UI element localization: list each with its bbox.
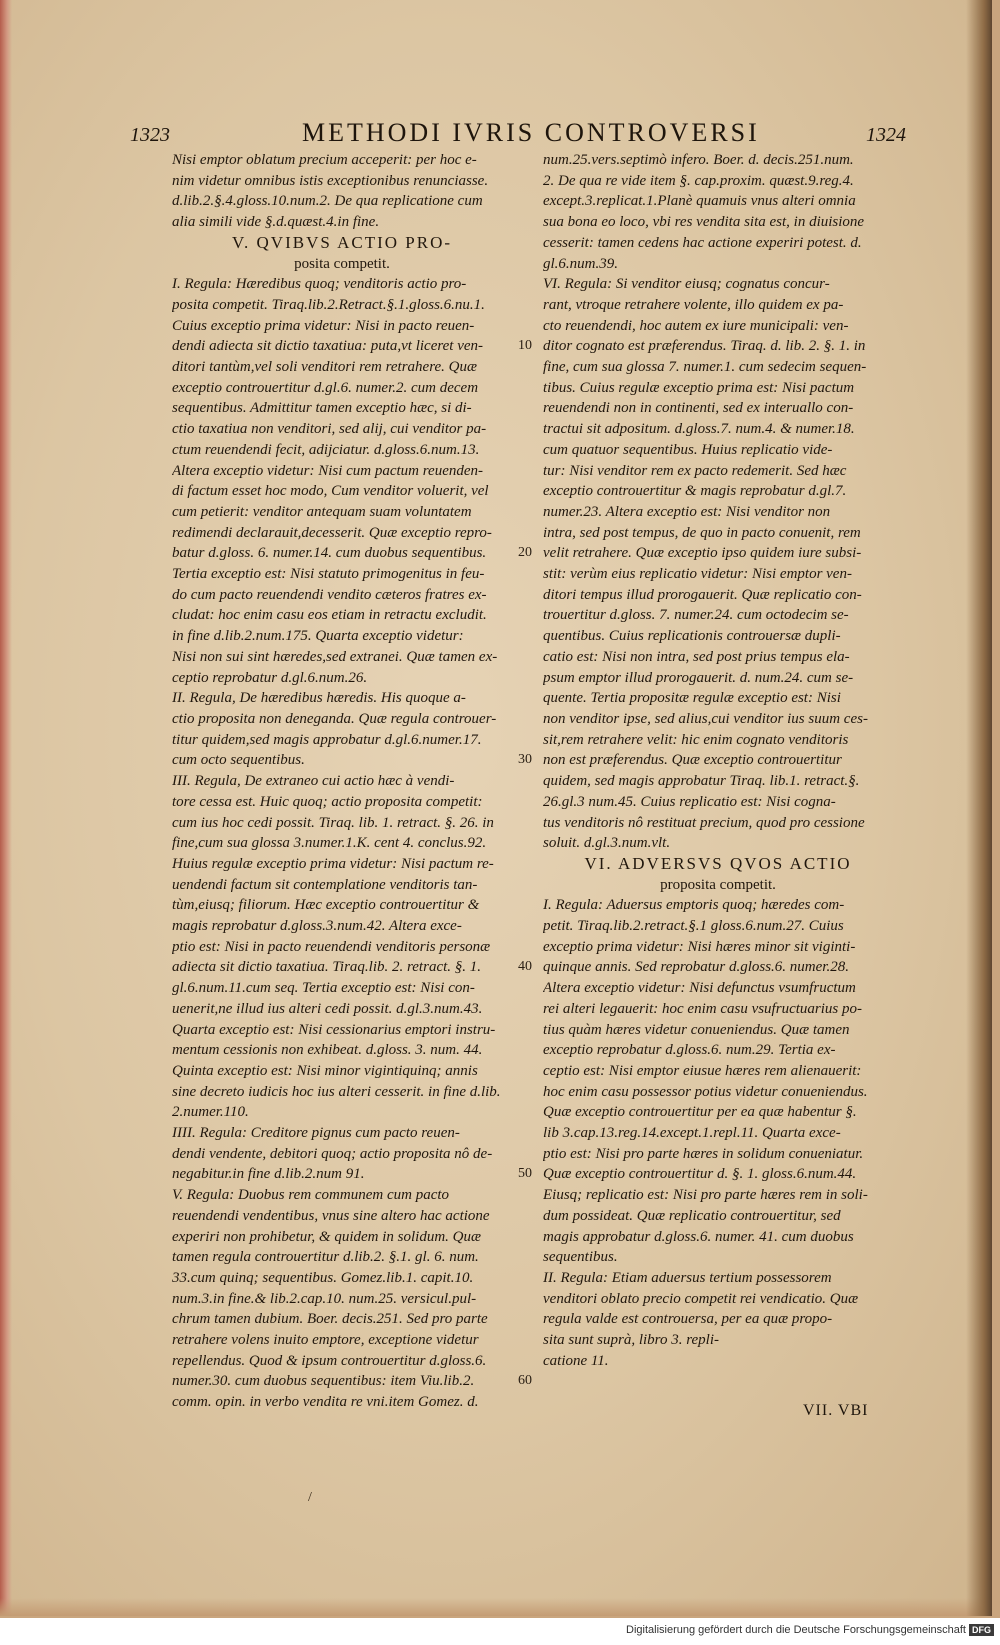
text-line: I. Regula: Hæredibus quoq; venditoris actio pro- [172, 276, 467, 293]
line-number: 20 [518, 545, 532, 560]
text-line: sequentibus. Admittitur tamen exceptio hæc, si di- [172, 400, 472, 417]
text-line: retrahere volens inuito emptore, exceptione videtur [172, 1332, 479, 1349]
text-line: IIII. Regula: Creditore pignus cum pacto reuen- [172, 1125, 460, 1142]
text-line: posita competit. Tiraq.lib.2.Retract.§.1.gloss.6.nu.1. [172, 296, 485, 313]
text-line: sita sunt suprà, libro 3. repli- [543, 1332, 719, 1349]
text-line: reuendendi non in continenti, sed ex interuallo con- [543, 400, 854, 417]
text-line: exceptio reprobatur d.gloss.6. num.29. Tertia ex- [543, 1042, 836, 1059]
text-line: Cuius exceptio prima videtur: Nisi in pacto reuen- [172, 317, 475, 334]
text-line: reuendendi vendentibus, vnus sine altero hac actione [172, 1207, 490, 1224]
text-line: tur: Nisi venditor rem ex pacto redemerit. Sed hæc [543, 462, 847, 479]
text-line: do cum pacto reuendendi vendito cæteros fratres ex- [172, 586, 487, 603]
page-edge-bottom [0, 1598, 992, 1616]
text-line: cesserit: tamen cedens hac actione experiri potest. d. [543, 234, 862, 251]
page-number-left: 1323 [130, 124, 170, 146]
text-line: mentum cessionis non exhibeat. d.gloss. 3. num. 44. [172, 1042, 483, 1059]
text-line: in fine d.lib.2.num.175. Quarta exceptio videtur: [172, 628, 464, 645]
text-line: cum petierit: venditor antequam suam voluntatem [172, 503, 472, 520]
text-line: comm. opin. in verbo vendita re vni.item Gomez. d. [172, 1394, 479, 1411]
text-line: cludat: hoc enim casu eos etiam in retractu excludit. [172, 607, 487, 624]
text-line: cum ius hoc cedi possit. Tiraq. lib. 1. retract. §. 26. in [172, 814, 494, 831]
text-line: Huius regulæ exceptio prima videtur: Nisi pactum re- [172, 855, 494, 872]
text-line: dendi vendente, debitori quoq; actio proposita nô de- [172, 1145, 493, 1162]
text-line: exceptio controuertitur & magis reprobatur d.gl.7. [543, 483, 847, 500]
section-subheading: posita competit. [294, 255, 390, 272]
text-line: 2. De qua re vide item §. cap.proxim. quæst.9.reg.4. [543, 172, 854, 189]
text-line: cum quatuor sequentibus. Huius replicatio vide- [543, 441, 833, 458]
text-line: 26.gl.3 num.45. Cuius replicatio est: Nisi cogna- [543, 793, 836, 810]
text-line: petit. Tiraq.lib.2.retract.§.1 gloss.6.num.27. Cuius [543, 918, 844, 935]
running-title: METHODI IVRIS CONTROVERSI [302, 118, 760, 147]
text-line: ctio proposita non deneganda. Quæ regula controuer- [172, 710, 497, 727]
text-line: 33.cum quinq; sequentibus. Gomez.lib.1. capit.10. [172, 1269, 474, 1286]
text-line: num.25.vers.septimò infero. Boer. d. decis.251.num. [543, 152, 854, 168]
text-line: chrum tamen dubium. Boer. decis.251. Sed pro parte [172, 1311, 488, 1328]
text-line: ditor cognato est præferendus. Tiraq. d. lib. 2. §. 1. in [543, 338, 866, 355]
text-line: soluit. d.gl.3.num.vlt. [543, 835, 671, 852]
text-line: except.3.replicat.1.Planè quamuis vnus alteri omnia [543, 193, 856, 210]
text-line: ptio est: Nisi pro parte hæres in solidum conueniatur. [543, 1145, 864, 1162]
line-number: 50 [518, 1166, 532, 1181]
text-line: catio est: Nisi non intra, sed post prius tempus ela- [543, 648, 850, 665]
text-line: gl.6.num.11.cum seq. Tertia exceptio est: Nisi con- [172, 980, 475, 997]
text-line: quinque annis. Sed reprobatur d.gloss.6. numer.28. [543, 959, 849, 976]
text-line: exceptio controuertitur d.gl.6. numer.2. cum decem [172, 379, 479, 396]
text-line: titur quidem,sed magis approbatur d.gl.6.numer.17. [172, 731, 482, 748]
stray-mark: / [308, 1490, 312, 1505]
text-line: ptio est: Nisi in pacto reuendendi venditoris personæ [172, 938, 491, 955]
line-number: 10 [518, 338, 532, 353]
text-line: Nisi emptor oblatum precium acceperit: per hoc e- [172, 152, 477, 168]
text-line: lib 3.cap.13.reg.14.except.1.repl.11. Quarta exce- [543, 1125, 841, 1142]
text-line: tibus. Cuius regulæ exceptio prima est: Nisi pactum [543, 379, 855, 396]
section-heading: V. QVIBVS ACTIO PRO- [231, 232, 453, 252]
text-line: Altera exceptio videtur: Nisi defunctus vsumfructum [543, 980, 856, 997]
text-line: repellendus. Quod & ipsum controuertitur d.gloss.6. [172, 1352, 487, 1369]
text-line: III. Regula, De extraneo cui actio hæc à vendi- [172, 773, 455, 790]
text-line: hoc enim casu possessor potius videtur conueniendus. [543, 1083, 868, 1100]
text-line: psum emptor illud prorogauerit. d. num.24. cum se- [543, 669, 854, 686]
text-line: non est præferendus. Quæ exceptio controuertitur [543, 752, 842, 769]
text-line: V. Regula: Duobus rem communem cum pacto [172, 1187, 450, 1204]
text-column-left [172, 150, 512, 1413]
text-line: tus venditoris nô restituat precium, quod pro cessione [543, 814, 865, 831]
text-line: dendi adiecta sit dictio taxatiua: puta,vt liceret ven- [172, 338, 484, 355]
text-line: negabitur.in fine d.lib.2.num 91. [172, 1166, 365, 1183]
text-line: gl.6.num.39. [543, 255, 618, 272]
text-line: cum octo sequentibus. [172, 752, 305, 769]
text-line: trouertitur d.gloss. 7. numer.24. cum octodecim se- [543, 607, 849, 624]
text-line: tamen regula controuertitur d.lib.2. §.1. gl. 6. num. [172, 1249, 479, 1266]
text-line: VI. Regula: Si venditor eiusq; cognatus concur- [543, 276, 830, 293]
text-line: Eiusq; replicatio est: Nisi pro parte hæres rem in soli- [543, 1187, 868, 1204]
text-line: sequentibus. [543, 1249, 618, 1266]
text-line: rei alteri legauerit: hoc enim casu vsufructuarius po- [543, 1000, 862, 1017]
text-line: regula valde est controuersa, per ea quæ propo- [543, 1311, 833, 1328]
text-line: alia simili vide §.d.quæst.4.in fine. [172, 214, 380, 231]
text-line: catione 11. [543, 1352, 609, 1369]
text-line: tùm,eiusq; filiorum. Hæc exceptio controuertitur & [172, 897, 480, 914]
text-line: batur d.gloss. 6. numer.14. cum duobus sequentibus. [172, 545, 487, 562]
text-line: exceptio prima videtur: Nisi hæres minor sit viginti- [543, 938, 856, 955]
text-line: rant, vtroque retrahere volente, illo quidem ex pa- [543, 296, 844, 313]
digitization-footer [626, 1624, 994, 1636]
text-line: fine, cum sua glossa 7. numer.1. cum sedecim sequen- [543, 359, 867, 376]
catchword: VII. VBI [803, 1402, 869, 1419]
footer-text: Digitalisierung gefördert durch die Deutsche Forschungsgemeinschaft [626, 1624, 966, 1636]
text-line: stit: verùm eius replicatio videtur: Nisi emptor ven- [543, 566, 852, 583]
text-line: venditori oblato precio competit rei vendicatio. Quæ [543, 1290, 859, 1307]
text-line: Quæ exceptio controuertitur d. §. 1. gloss.6.num.44. [543, 1166, 857, 1183]
text-line: tius quàm hæres videtur conueniendus. Quæ tamen [543, 1021, 850, 1038]
line-number: 30 [518, 752, 532, 767]
book-spine-shadow [966, 0, 992, 1616]
text-line: quentibus. Cuius replicationis controuersæ dupli- [543, 628, 841, 645]
text-line: redimendi declarauit,decesserit. Quæ exceptio repro- [172, 524, 492, 541]
text-line: 2.numer.110. [172, 1104, 249, 1121]
text-line: experiri non prohibetur, & quidem in solidum. Quæ [172, 1228, 482, 1245]
text-line: uendendi factum sit contemplatione venditoris tan- [172, 876, 478, 893]
text-line: tore cessa est. Huic quoq; actio proposita competit: [172, 793, 483, 810]
text-line: Tertia exceptio est: Nisi statuto primogenitus in feu- [172, 566, 485, 583]
text-line: num.3.in fine.& lib.2.cap.10. num.25. versicul.pul- [172, 1290, 477, 1307]
text-line: numer.30. cum duobus sequentibus: item Viu.lib.2. [172, 1373, 475, 1390]
section-subheading: proposita competit. [660, 876, 776, 893]
text-line: magis approbatur d.gloss.6. numer. 41. cum duobus [543, 1228, 854, 1245]
text-line: velit retrahere. Quæ exceptio ipso quidem iure subsi- [543, 545, 862, 562]
text-line: quente. Tertia propositæ regulæ exceptio est: Nisi [543, 690, 841, 707]
text-line: adiecta sit dictio taxatiua. Tiraq.lib. 2. retract. §. 1. [172, 959, 482, 976]
text-line: fine,cum sua glossa 3.numer.1.K. cent 4. conclus.92. [172, 835, 487, 852]
text-line: sine decreto iudicis hoc ius alteri cesserit. in fine d.lib. [172, 1083, 501, 1100]
text-line: I. Regula: Aduersus emptoris quoq; hæredes com- [543, 897, 845, 914]
text-line: ctum reuendendi fecit, adijciatur. d.gloss.6.num.13. [172, 441, 480, 458]
text-line: sit,rem retrahere velit: hic enim cognato venditoris [543, 731, 849, 748]
text-line: ceptio reprobatur d.gl.6.num.26. [172, 669, 368, 686]
text-line: quidem, sed magis approbatur Tiraq. lib.1. retract.§. [543, 773, 860, 790]
text-line: Quæ exceptio controuertitur per ea quæ habentur §. [543, 1104, 857, 1121]
dfg-logo: DFG [969, 1624, 994, 1636]
text-line: II. Regula, De hæredibus hæredis. His quoque a- [172, 690, 466, 707]
text-line: ditori tantùm,vel soli venditori rem retrahere. Quæ [172, 359, 477, 376]
text-line: cto reuendendi, hoc autem ex iure municipali: ven- [543, 317, 849, 334]
text-line: ctio taxatiua non venditori, sed alij, cui venditor pa- [172, 421, 487, 438]
text-line: numer.23. Altera exceptio est: Nisi venditor non [543, 503, 831, 520]
text-line: sua bona eo loco, vbi res vendita sita est, in diuisione [543, 214, 865, 231]
text-line: di factum esset hoc modo, Cum venditor voluerit, vel [172, 483, 489, 500]
text-line: d.lib.2.§.4.gloss.10.num.2. De qua replicatione cum [172, 193, 483, 210]
text-line: Quarta exceptio est: Nisi cessionarius emptori instru- [172, 1021, 496, 1038]
section-heading: VI. ADVERSVS QVOS ACTIO [584, 853, 852, 873]
text-line: magis reprobatur d.gloss.3.num.42. Altera exce- [172, 918, 462, 935]
text-line: intra, sed post tempus, de quo in pacto conuenit, rem [543, 524, 861, 541]
text-line: Quinta exceptio est: Nisi minor vigintiquinq; annis [172, 1062, 478, 1079]
line-number: 60 [518, 1373, 532, 1388]
text-line: Altera exceptio videtur: Nisi cum pactum reuenden- [172, 462, 484, 479]
text-line: tractui sit adpositum. d.gloss.7. num.4. & numer.18. [543, 421, 855, 438]
text-line: nim videtur omnibus istis exceptionibus renunciasse. [172, 172, 489, 189]
page-number-right: 1324 [866, 124, 906, 146]
text-line: non venditor ipse, sed alius,cui venditor ius suum ces- [543, 710, 868, 727]
text-line: uenerit,ne illud ius alteri cedi possit. d.gl.3.num.43. [172, 1000, 483, 1017]
page-edge-left [0, 0, 12, 1616]
text-line: Nisi non sui sint hæredes,sed extranei. Quæ tamen ex- [172, 648, 498, 665]
text-column-right [543, 150, 893, 1371]
text-line: ceptio est: Nisi emptor eiusue hæres rem alienauerit: [543, 1062, 862, 1079]
text-line: ditori tempus illud prorogauerit. Quæ replicatio con- [543, 586, 862, 603]
line-number: 40 [518, 959, 532, 974]
text-line: dum possideat. Quæ replicatio controuertitur, sed [543, 1207, 841, 1224]
text-line: II. Regula: Etiam aduersus tertium possessorem [543, 1269, 832, 1286]
